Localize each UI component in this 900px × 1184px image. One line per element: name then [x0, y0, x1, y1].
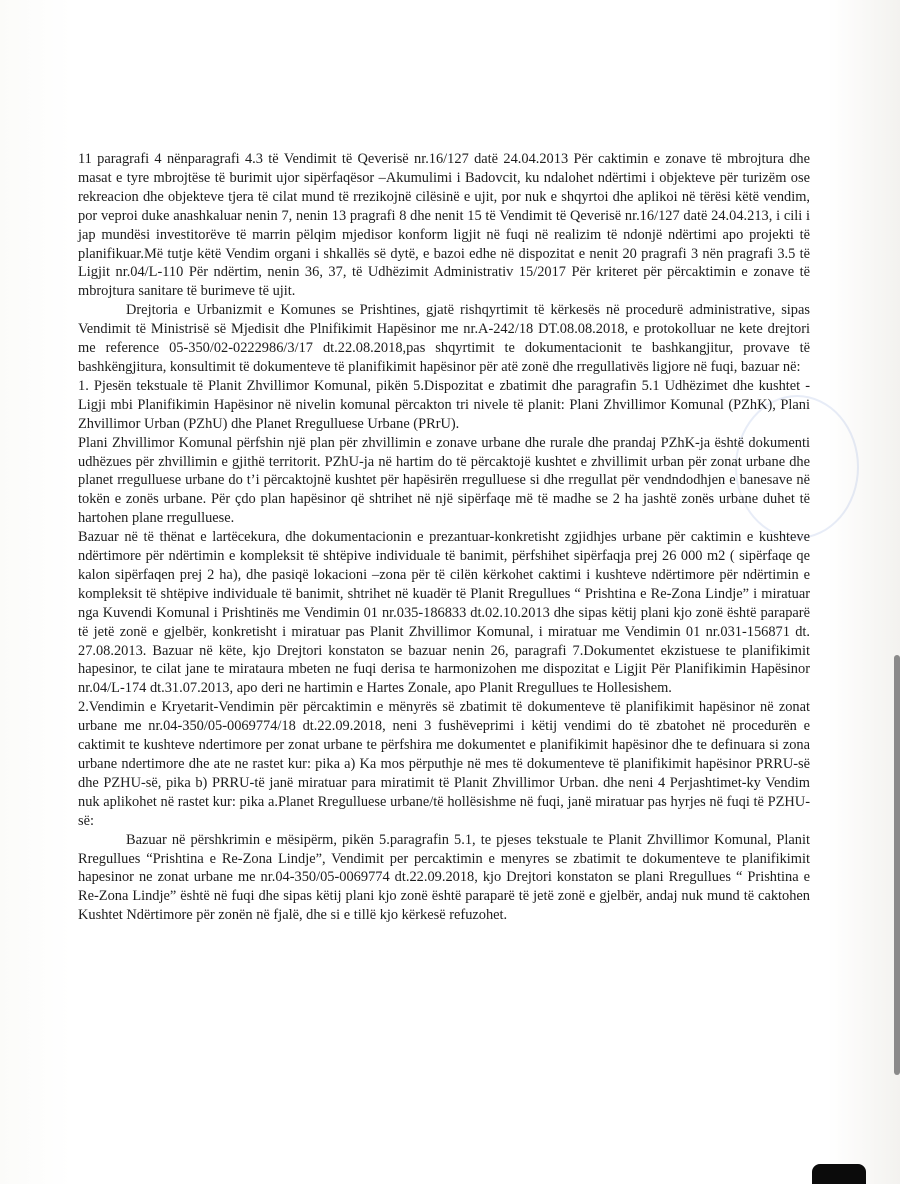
paragraph-intro: 11 paragrafi 4 nënparagrafi 4.3 të Vendimit të Qeverisë nr.16/127 datë 24.04.2013 Për caktimin e zonave të mbrojtura dhe masat e tyre mbrojtëse të burimit ujor sipërfaqësor –Akumulimi i Badovcit, ku ndalohet ndërtimi i objekteve për turizëm ose rekreacion dhe objekteve tjera të cilat mund të rrezikojnë cilësinë e ujit, por nuk e shqyrtoi dhe aplikoi në tërësi këtë vendim, por veproi duke anashkaluar nenin 7, nenin 13 pragrafi 8 dhe nenit 15 të Vendimit të Qeverisë nr.16/127 datë 24.04.213, i cili i jap mundësi investitorëve të marrin pëlqim mjedisor konform ligjit në fuqi në realizim të ndonjë ndërtimi apo projekti të planifikuar.Më tutje këtë Vendim organi i shkallës së dytë, e bazoi edhe në dispozitat e nenit 20 pragrafi 3 nën pragrafi 3.5 të Ligjit nr.04/L-110 Për ndërtim, nenin 36, 37, të Udhëzimit Administrativ 15/2017 Për kriteret për përcaktimin e zonave të mbrojtura sanitare të burimeve të ujit. — [78, 151, 810, 300]
corner-tab — [812, 1164, 866, 1184]
paragraph-directorate: Drejtoria e Urbanizmit e Komunes se Prishtines, gjatë rishqyrtimit të kërkesës në procedurë administrative, sipas Vendimit të Ministrisë së Mjedisit dhe Plnifikimit Hapësinor me nr.A-242/18 DT.08.08.2018, e protokolluar ne kete drejtori me reference 05-350/02-0222986/3/17 dt.22.08.2018,pas shqyrtimit te dokumentacionit te bashkangjitur, provave të bashkëngjitura, konsultimit të dokumenteve të planifikimit hapësinor për atë zonë dhe rregullativës ligjore në fuqi, bazuar në: — [78, 302, 810, 375]
paragraph-point-1: 1. Pjesën tekstuale të Planit Zhvillimor Komunal, pikën 5.Dispozitat e zbatimit dhe paragrafin 5.1 Udhëzimet dhe kushtet -Ligji mbi Planifikimin Hapësinor në nivelin komunal përcakton tri nivele të planit: Plani Zhvillimor Komunal (PZhK), Plani Zhvillimor Urban (PZhU) dhe Planet Rregulluese Urbane (PRrU). — [78, 377, 810, 432]
document-body — [78, 150, 810, 925]
paragraph-conclusion: Bazuar në përshkrimin e mësipërm, pikën 5.paragrafin 5.1, te pjeses tekstuale te Planit Zhvillimor Komunal, Planit Rregullues “Prishtina e Re-Zona Lindje”, Vendimit per percaktimin e menyres se zbatimit te dokumenteve te planifikimit hapesinor ne zonat urbane me nr.04-350/05-0069774 dt.22.09.2018, kjo Drejtori konstaton se plani Rregullues “ Prishtina e Re-Zona Lindje” është në fuqi dhe sipas këtij plani kjo zonë është paraparë të jetë zonë e gjelbër, andaj nuk mund të caktohen Kushtet Ndërtimore për zonën në fjalë, dhe si e tillë kjo kërkesë refuzohet. — [78, 831, 810, 924]
paragraph-pzhk: Plani Zhvillimor Komunal përfshin një plan për zhvillimin e zonave urbane dhe rurale dhe prandaj PZhK-ja është dokumenti udhëzues për zhvillimin e gjithë territorit. PZhU-ja në hartim do të përcaktojë kushtet e zhvillimit urban për zonat urbane dhe planet rregulluese urbane do t’i përcaktojnë kushtet për hapësirën rregulluese si dhe rregullat për vendndodhjen e banesave në tokën e zonës urbane. Për çdo plan hapësinor që shtrihet në një sipërfaqe më të madhe se 2 ha jashtë zonës urbane duhet të hartohen plane rregulluese. — [78, 434, 810, 527]
vertical-scrollbar[interactable] — [894, 655, 900, 1075]
paragraph-bazuar: Bazuar në të thënat e lartëcekura, dhe dokumentacionin e prezantuar-konkretisht zgjidhjes urbane për caktimin e kushteve ndërtimore për ndërtimin e kompleksit të shtëpive individuale të banimit, përfshihet sipërfaqja prej 26 000 m2 ( sipërfaqe qe kalon sipërfaqen prej 2 ha), dhe pasiqë lokacioni –zona për të cilën kërkohet caktimi i kushteve ndërtimore për ndërtimin e kompleksit të shtëpive individuale të banimit, shtrihet në kuadër të Planit Rregullues “ Prishtina e Re-Zona Lindje” i miratuar nga Kuvendi Komunal i Prishtinës me Vendimin 01 nr.035-186833 dt.02.10.2013 dhe sipas këtij plani kjo zonë është paraparë të jetë zonë e gjelbër, konkretisht i miratuar pas Planit Zhvillimor Komunal, i miratuar me Vendimin 01 nr.031-156871 dt. 27.08.2013. Bazuar në këte, kjo Drejtori konstaton se bazuar nenin 26, paragrafi 7.Dokumentet ekzistuese te planifikimit hapesinor, te cilat jane te mirataura mbeten ne fuqi derisa te harmonizohen me dispozitat e Ligjit Për Planifikimin Hapësinor nr.04/L-174 dt.31.07.2013, apo deri ne hartimin e Hartes Zonale, apo Planit Rregullues te Hollesishem. — [78, 529, 810, 697]
paragraph-point-2: 2.Vendimin e Kryetarit-Vendimin për përcaktimin e mënyrës së zbatimit të dokumenteve të planifikimit hapësinor në zonat urbane me nr.04-350/05-0069774/18 dt.22.09.2018, neni 3 fushëveprimi i këtij vendimi do të zbatohet në procedurën e caktimit te kushteve ndertimore per zonat urbane te përfshira me dokumentet e planifikimit hapësinor dhe te definuara si zona urbane ndertimore dhe ate ne rastet kur: pika a) Ka mos përputhje në mes të dokumenteve të planifikimit hapësinor PRRU-së dhe PZHU-së, pika b) PRRU-të janë miratuar para miratimit të Planit Zhvillimor Urban. dhe neni 4 Perjashtimet-ky Vendim nuk aplikohet në rastet kur: pika a.Planet Rregulluese urbane/të hollësishme në fuqi, janë miratuar pas hyrjes në fuqi të PZHU-së: — [78, 699, 810, 829]
